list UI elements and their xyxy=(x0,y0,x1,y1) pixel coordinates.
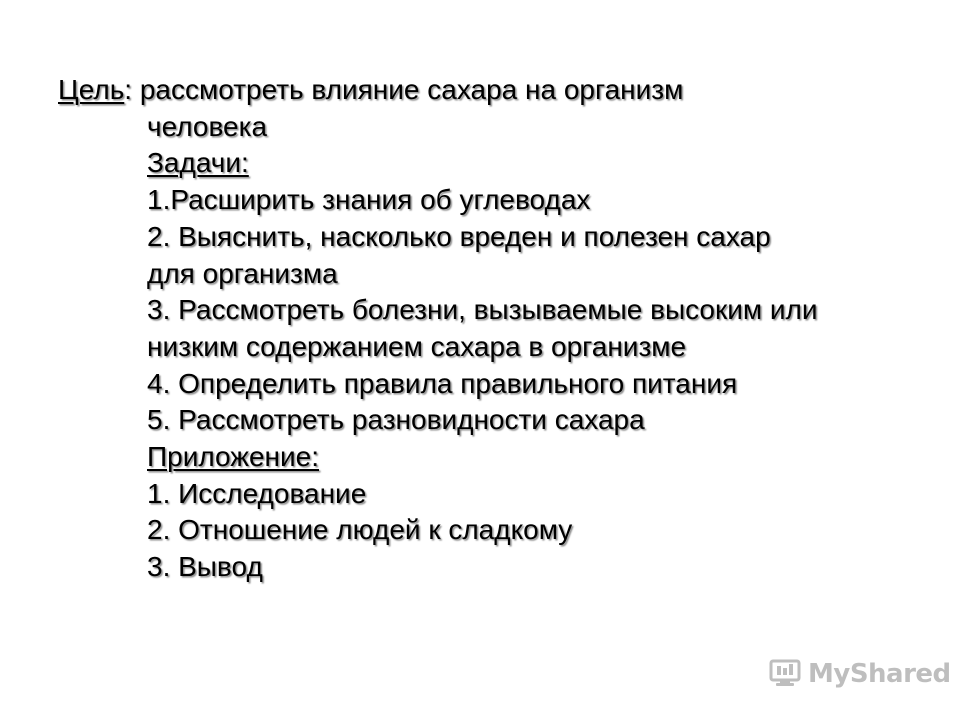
goal-colon: : xyxy=(124,74,133,105)
appendix-heading: Приложение: xyxy=(147,441,320,473)
task-item-3: 3. Рассмотреть болезни, вызываемые высоким или xyxy=(147,294,818,326)
watermark-text: MyShared xyxy=(808,659,951,689)
goal-line xyxy=(58,72,938,109)
myshared-logo-icon xyxy=(768,659,802,689)
task-item-4: 4. Определить правила правильного питания xyxy=(147,367,738,399)
task-item-3-continued: низким содержанием сахара в организме xyxy=(147,330,687,362)
task-item-1: 1.Расширить знания об углеводах xyxy=(147,184,591,216)
task-item-5: 5. Рассмотреть разновидности сахара xyxy=(147,404,645,436)
appendix-item-1: 1. Исследование xyxy=(147,477,367,509)
task-item-2-continued: для организма xyxy=(147,257,338,289)
myshared-watermark xyxy=(768,656,951,692)
task-item-2: 2. Выяснить, насколько вреден и полезен сахар xyxy=(147,220,771,252)
goal-label: Цель xyxy=(58,74,125,105)
appendix-item-2: 2. Отношение людей к сладкому xyxy=(147,514,573,546)
appendix-item-3: 3. Вывод xyxy=(147,551,263,583)
slide-text-body xyxy=(58,72,938,586)
tasks-heading: Задачи: xyxy=(147,147,249,179)
goal-text-line2: человека xyxy=(147,110,268,142)
goal-text-line1: рассмотреть влияние сахара на организм xyxy=(132,74,684,105)
